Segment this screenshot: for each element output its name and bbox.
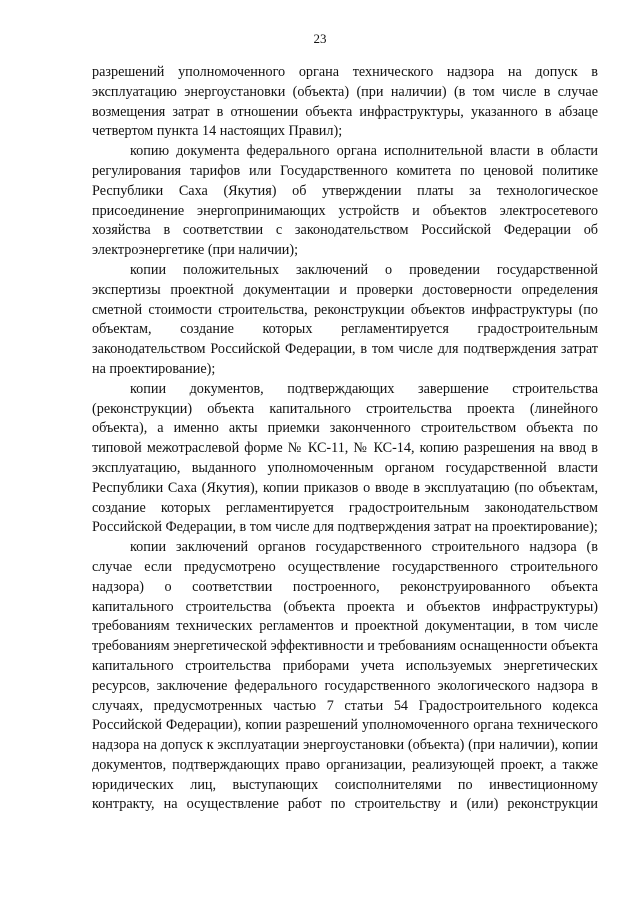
document-body bbox=[92, 63, 598, 815]
paragraph-supervision-conclusions: копии заключений органов государственного строительного надзора (в случае если предусмотрено осуществление государственного строительного надзора) о соответствии построенного, реконструированного объекта капитального строительства (объекта проекта и объектов инфраструктуры) требованиям технических регламентов и проектной документации, в том числе требованиям энергетической эффективности и требованиям оснащенности объекта капитального строительства приборами учета используемых энергетических ресурсов, заключение федерального государственного экологического надзора в случаях, предусмотренных частью 7 статьи 54 Градостроительного кодекса Российской Федерации), копии разрешений уполномоченного органа технического надзора на допуск к эксплуатации энергоустановки (объекта) (при наличии), копии документов, подтверждающих право организации, реализующей проект, а также юридических лиц, выступающих соисполнителями по инвестиционному контракту, на осуществление работ по строительству и (или) реконструкции bbox=[92, 539, 598, 813]
paragraph-continuation: разрешений уполномоченного органа технического надзора на допуск в эксплуатацию энергоустановки (объекта) (при наличии) (в том числе в случае возмещения затрат в отношении объекта инфраструктуры, указанного в абзаце четвертом пункта 14 настоящих Правил); bbox=[92, 64, 598, 140]
paragraph-tariff-document: копию документа федерального органа исполнительной власти в области регулирования тарифов или Государственного комитета по ценовой политике Республики Саха (Якутия) об утверждении платы за технологическое присоединение энергопринимающих устройств и объектов электросетевого хозяйства в соответствии с законодательством Российской Федерации об электроэнергетике (при наличии); bbox=[92, 143, 598, 259]
paragraph-completion-documents: копии документов, подтверждающих завершение строительства (реконструкции) объекта капитального строительства проекта (линейного объекта), а именно акты приемки законченного строительством объекта по типовой межотраслевой форме № КС-11, № КС-14, копию разрешения на ввод в эксплуатацию, выданного уполномоченным органом государственной власти Республики Саха (Якутия), копии приказов о вводе в эксплуатацию (по объектам, создание которых регламентируется градостроительным законодательством Российской Федерации, в том числе для подтверждения затрат на проектирование); bbox=[92, 380, 598, 536]
page-number: 23 bbox=[313, 31, 327, 46]
paragraph-expertise-conclusions: копии положительных заключений о проведении государственной экспертизы проектной документации и проверки достоверности определения сметной стоимости строительства, реконструкции объектов инфраструктуры (по объектам, создание которых регламентируется градостроительным законодательством Российской Федерации, в том числе для подтверждения затрат на проектирование); bbox=[92, 261, 598, 377]
